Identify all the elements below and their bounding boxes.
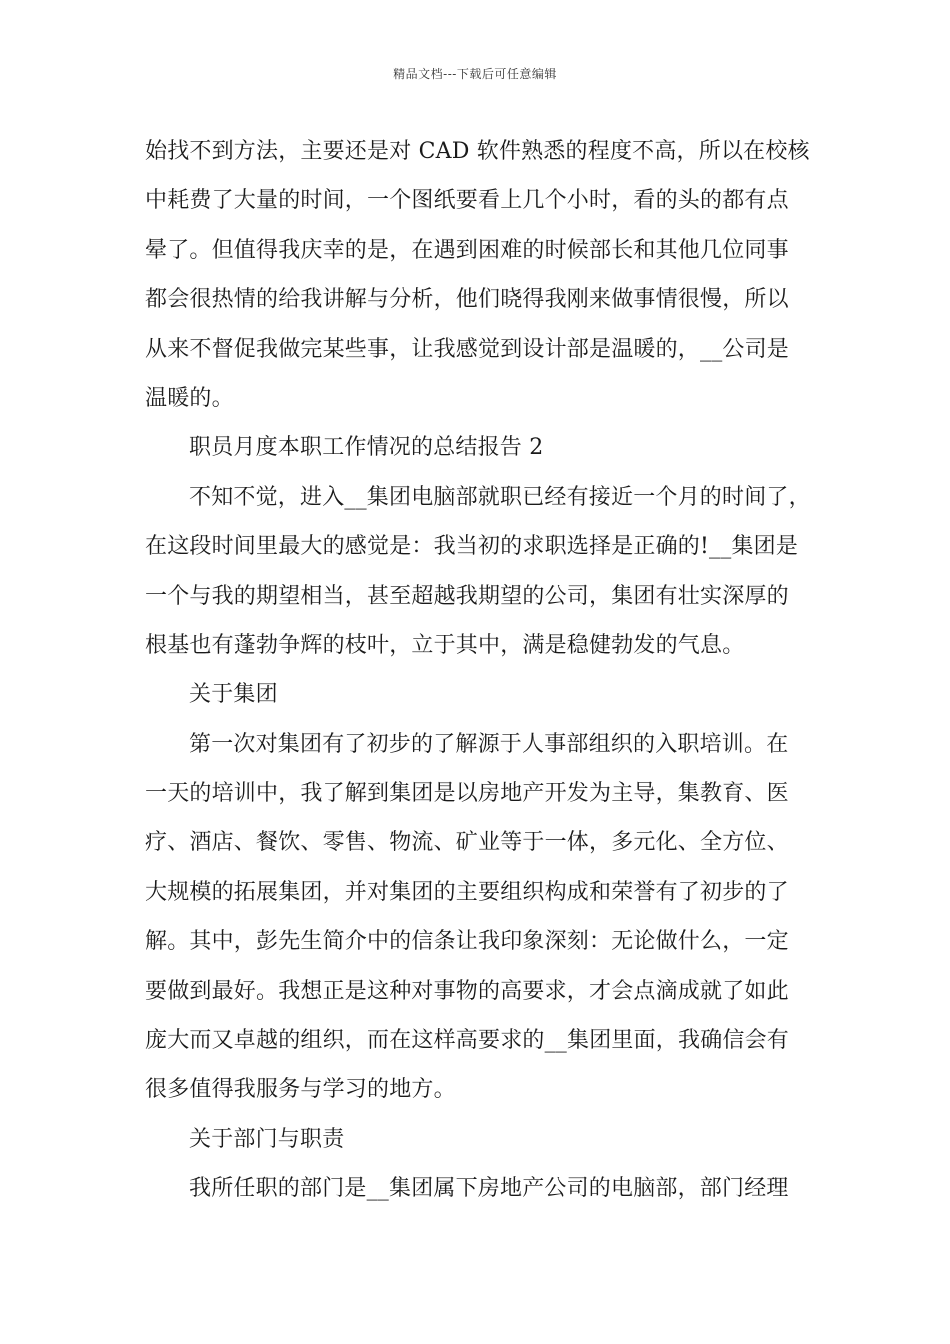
document-body <box>145 134 820 1221</box>
section-heading: 关于部门与职责 <box>189 1126 345 1152</box>
text-line: 很多值得我服务与学习的地方。 <box>145 1077 456 1103</box>
text-line: 大规模的拓展集团，并对集团的主要组织构成和荣誉有了初步的了 <box>145 879 789 905</box>
paragraph-first-line: 第一次对集团有了初步的了解源于人事部组织的入职培训。在 <box>189 731 789 757</box>
text-line: 庞大而又卓越的组织，而在这样高要求的__集团里面，我确信会有 <box>145 1028 790 1054</box>
text-line: 一个与我的期望相当，甚至超越我期望的公司，集团有壮实深厚的 <box>145 583 789 609</box>
text-line: 疗、酒店、餐饮、零售、物流、矿业等于一体，多元化、全方位、 <box>145 830 789 856</box>
paragraph-first-line: 不知不觉，进入__集团电脑部就职已经有接近一个月的时间了， <box>189 484 811 510</box>
text-line: 解。其中，彭先生简介中的信条让我印象深刻：无论做什么，一定 <box>145 929 789 955</box>
text-line: 根基也有蓬勃争辉的枝叶，立于其中，满是稳健勃发的气息。 <box>145 632 745 658</box>
text-line: 晕了。但值得我庆幸的是，在遇到困难的时候部长和其他几位同事 <box>145 237 789 263</box>
text-line: 在这段时间里最大的感觉是：我当初的求职选择是正确的!__集团是 <box>145 534 799 560</box>
text-line: 从来不督促我做完某些事，让我感觉到设计部是温暖的，__公司是 <box>145 336 790 362</box>
page-header: 精品文档---下载后可任意编辑 <box>393 67 557 81</box>
paragraph-first-line: 我所任职的部门是__集团属下房地产公司的电脑部，部门经理 <box>189 1176 789 1202</box>
text-line: 温暖的。 <box>145 385 234 411</box>
text-line: 中耗费了大量的时间，一个图纸要看上几个小时，看的头的都有点 <box>145 188 789 214</box>
text-line: 始找不到方法，主要还是对 CAD 软件熟悉的程度不高，所以在校核 <box>145 139 810 164</box>
text-line: 都会很热情的给我讲解与分析，他们晓得我刚来做事情很慢，所以 <box>145 287 789 313</box>
text-line: 要做到最好。我想正是这种对事物的高要求，才会点滴成就了如此 <box>145 978 789 1004</box>
section-heading: 关于集团 <box>189 682 278 708</box>
section-heading: 职员月度本职工作情况的总结报告 2 <box>189 435 544 461</box>
text-line: 一天的培训中，我了解到集团是以房地产开发为主导，集教育、医 <box>145 781 789 807</box>
